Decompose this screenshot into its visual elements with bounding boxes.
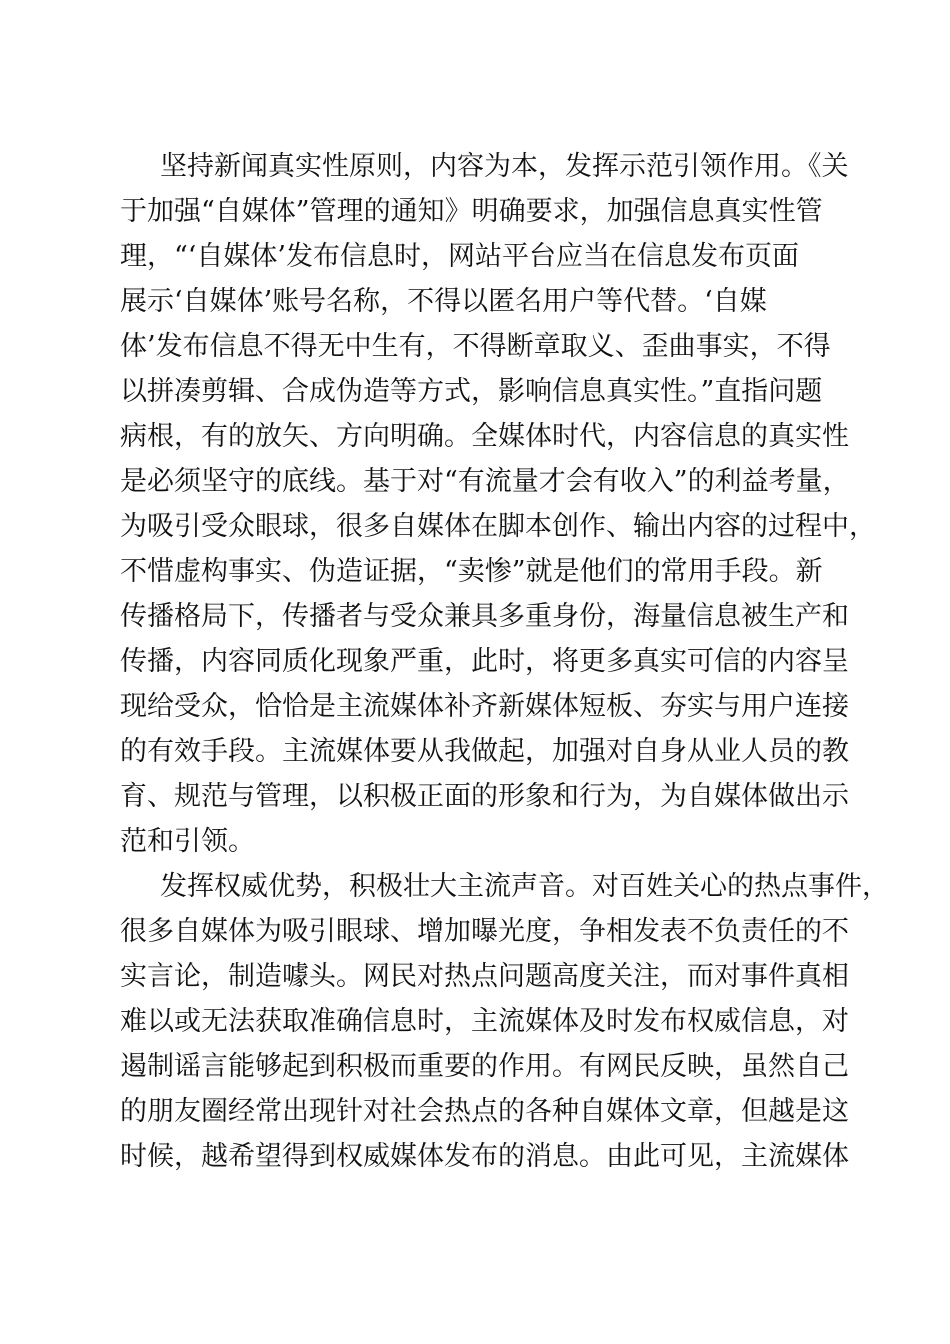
text-line: 传播格局下，传播者与受众兼具多重身份，海量信息被生产和 xyxy=(120,601,849,632)
text-line: 发挥权威优势，积极壮大主流声音。对百姓关心的热点事件， xyxy=(160,871,889,902)
text-line: 于加强“自媒体”管理的通知》明确要求，加强信息真实性管 xyxy=(120,196,823,227)
text-line: 实言论，制造噱头。网民对热点问题高度关注，而对事件真相 xyxy=(120,961,849,992)
text-line: 展示‘自媒体’账号名称，不得以匿名用户等代替。‘自媒 xyxy=(120,286,767,317)
document-body xyxy=(120,144,889,1179)
text-line: 时候，越希望得到权威媒体发布的消息。由此可见，主流媒体 xyxy=(120,1141,849,1172)
paragraph-2 xyxy=(120,864,889,1179)
text-line: 坚持新闻真实性原则，内容为本，发挥示范引领作用。《关 xyxy=(160,151,849,182)
text-line: 难以或无法获取准确信息时，主流媒体及时发布权威信息，对 xyxy=(120,1006,849,1037)
text-line: 的朋友圈经常出现针对社会热点的各种自媒体文章，但越是这 xyxy=(120,1096,849,1127)
paragraph-1 xyxy=(120,144,876,864)
text-line: 传播，内容同质化现象严重，此时，将更多真实可信的内容呈 xyxy=(120,646,849,677)
text-line: 育、规范与管理，以积极正面的形象和行为，为自媒体做出示 xyxy=(120,781,849,812)
text-line: 遏制谣言能够起到积极而重要的作用。有网民反映，虽然自己 xyxy=(120,1051,849,1082)
text-line: 的有效手段。主流媒体要从我做起，加强对自身从业人员的教 xyxy=(120,736,849,767)
text-line: 不惜虚构事实、伪造证据，“卖惨”就是他们的常用手段。新 xyxy=(120,556,823,587)
text-line: 以拼凑剪辑、合成伪造等方式，影响信息真实性。”直指问题 xyxy=(120,376,823,407)
text-line: 现给受众，恰恰是主流媒体补齐新媒体短板、夯实与用户连接 xyxy=(120,691,849,722)
text-line: 范和引领。 xyxy=(120,826,255,857)
text-line: 体’发布信息不得无中生有，不得断章取义、歪曲事实，不得 xyxy=(120,331,831,362)
text-line: 病根，有的放矢、方向明确。全媒体时代，内容信息的真实性 xyxy=(120,421,849,452)
text-line: 是必须坚守的底线。基于对“有流量才会有收入”的利益考量， xyxy=(120,466,850,497)
text-line: 理，“‘自媒体’发布信息时，网站平台应当在信息发布页面 xyxy=(120,241,799,272)
text-line: 为吸引受众眼球，很多自媒体在脚本创作、输出内容的过程中， xyxy=(120,511,876,542)
text-line: 很多自媒体为吸引眼球、增加曝光度，争相发表不负责任的不 xyxy=(120,916,849,947)
